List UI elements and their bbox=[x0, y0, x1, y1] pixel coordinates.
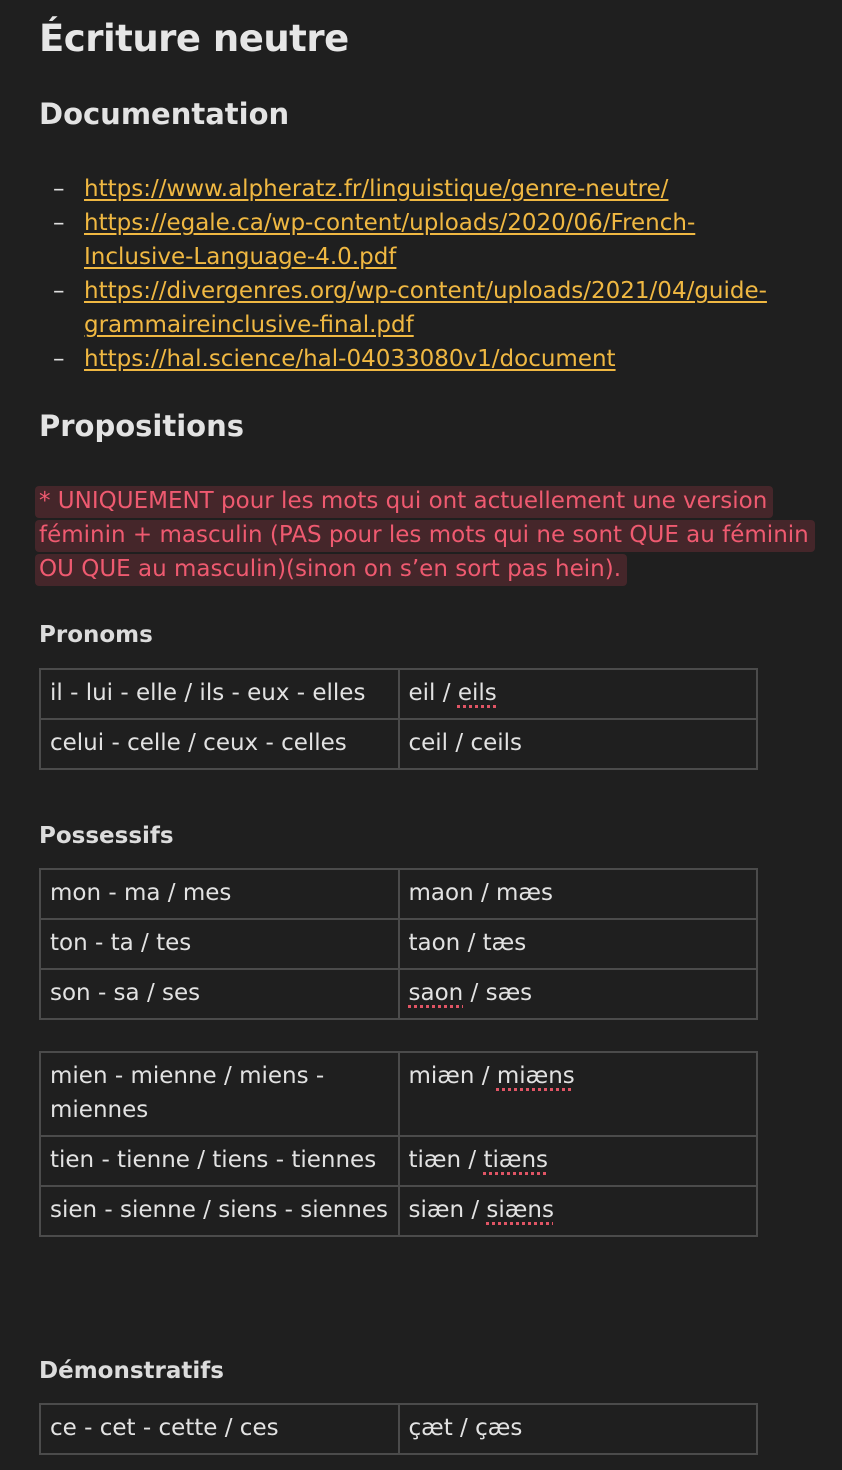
list-item bbox=[39, 274, 779, 342]
table-cell[interactable]: ton - ta / tes bbox=[40, 919, 399, 969]
table-cell[interactable]: tiæn / tiæns bbox=[399, 1136, 758, 1186]
link-alpheratz[interactable]: https://www.alpheratz.fr/linguistique/genre-neutre/ bbox=[84, 176, 669, 202]
table-cell[interactable]: ce - cet - cette / ces bbox=[40, 1404, 399, 1454]
demonstratifs-table bbox=[39, 1403, 758, 1455]
table-cell[interactable]: miæn / miæns bbox=[399, 1052, 758, 1136]
list-dash: – bbox=[53, 346, 65, 372]
list-dash: – bbox=[53, 210, 65, 236]
table-cell[interactable]: saon / sæs bbox=[399, 969, 758, 1019]
table-row bbox=[40, 1404, 757, 1454]
table-cell[interactable]: eil / eils bbox=[399, 669, 758, 719]
table-cell[interactable]: ceil / ceils bbox=[399, 719, 758, 769]
list-item bbox=[39, 172, 779, 206]
list-dash: – bbox=[53, 176, 65, 202]
page-title: Écriture neutre bbox=[39, 17, 349, 60]
list-item bbox=[39, 342, 779, 376]
table-cell[interactable]: maon / mæs bbox=[399, 869, 758, 919]
pronoms-heading: Pronoms bbox=[39, 622, 153, 648]
table-cell[interactable]: mon - ma / mes bbox=[40, 869, 399, 919]
list-dash: – bbox=[53, 278, 65, 304]
table-cell[interactable]: il - lui - elle / ils - eux - elles bbox=[40, 669, 399, 719]
spellcheck-word: miæns bbox=[496, 1063, 575, 1089]
spellcheck-word: saon bbox=[408, 980, 464, 1006]
table-row bbox=[40, 919, 757, 969]
link-egale[interactable]: https://egale.ca/wp-content/uploads/2020/06/French-Inclusive-Language-4.0.pdf bbox=[84, 210, 696, 270]
documentation-link-list bbox=[39, 172, 779, 376]
spellcheck-word: tiæns bbox=[483, 1147, 549, 1173]
table-cell[interactable]: çæt / çæs bbox=[399, 1404, 758, 1454]
demonstratifs-heading: Démonstratifs bbox=[39, 1358, 224, 1384]
table-row bbox=[40, 669, 757, 719]
pronoms-table bbox=[39, 668, 758, 770]
list-item bbox=[39, 206, 779, 274]
table-row bbox=[40, 969, 757, 1019]
table-row bbox=[40, 869, 757, 919]
possessifs-heading: Possessifs bbox=[39, 823, 174, 849]
table-row bbox=[40, 1186, 757, 1236]
table-row bbox=[40, 1136, 757, 1186]
table-cell[interactable]: celui - celle / ceux - celles bbox=[40, 719, 399, 769]
propositions-heading: Propositions bbox=[39, 409, 244, 443]
table-cell[interactable]: son - sa / ses bbox=[40, 969, 399, 1019]
table-cell[interactable]: siæn / siæns bbox=[399, 1186, 758, 1236]
documentation-heading: Documentation bbox=[39, 97, 290, 131]
table-cell[interactable]: mien - mienne / miens - miennes bbox=[40, 1052, 399, 1136]
table-cell[interactable]: taon / tæs bbox=[399, 919, 758, 969]
spellcheck-word: siæns bbox=[486, 1197, 554, 1223]
table-row bbox=[40, 719, 757, 769]
link-hal-science[interactable]: https://hal.science/hal-04033080v1/document bbox=[84, 346, 616, 372]
spellcheck-word: eils bbox=[457, 680, 497, 706]
possessifs-table-2 bbox=[39, 1051, 758, 1237]
table-cell[interactable]: tien - tienne / tiens - tiennes bbox=[40, 1136, 399, 1186]
highlighted-note bbox=[35, 484, 825, 586]
possessifs-table bbox=[39, 868, 758, 1020]
table-cell[interactable]: sien - sienne / siens - siennes bbox=[40, 1186, 399, 1236]
link-divergenres[interactable]: https://divergenres.org/wp-content/uploads/2021/04/guide-grammaireinclusive-final.pdf bbox=[84, 278, 767, 338]
table-row bbox=[40, 1052, 757, 1136]
note-text: * UNIQUEMENT pour les mots qui ont actuellement une version féminin + masculin (PAS pour les mots qui ne sont QUE au féminin OU QUE au masculin)(sinon on s’en sort pas hein). bbox=[35, 486, 815, 586]
